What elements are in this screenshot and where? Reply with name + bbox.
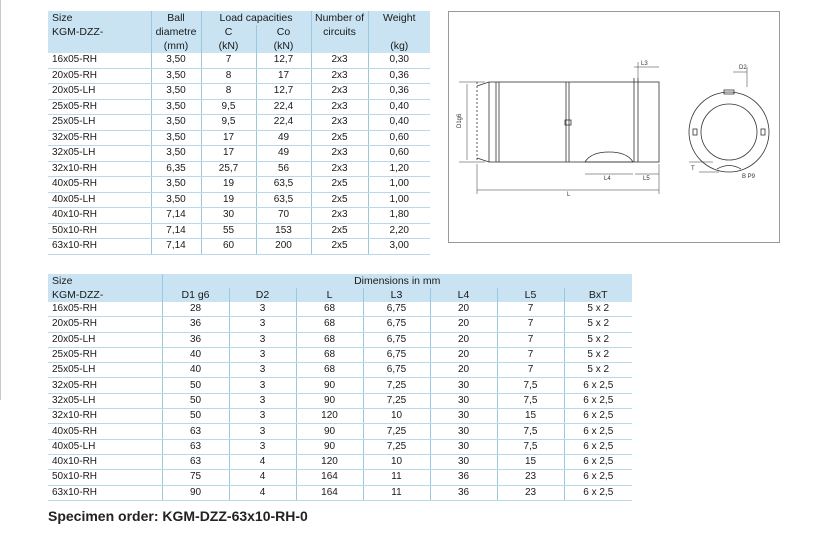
table-header-row bbox=[48, 11, 430, 25]
table-cell: 22,4 bbox=[256, 99, 311, 115]
table-header-row bbox=[48, 274, 632, 288]
table-cell: 17 bbox=[201, 130, 256, 146]
table-cell: 1,00 bbox=[368, 177, 430, 193]
table-cell: 9,5 bbox=[201, 99, 256, 115]
table-cell: 32x10-RH bbox=[48, 161, 151, 177]
table-cell: 2,20 bbox=[368, 223, 430, 239]
label-d1: D1g6 bbox=[457, 113, 463, 128]
table-cell: 75 bbox=[162, 470, 229, 485]
table-cell: 3,50 bbox=[151, 68, 201, 84]
table-row bbox=[48, 424, 632, 439]
table-cell: 30 bbox=[201, 208, 256, 224]
table-cell: 25x05-RH bbox=[48, 347, 162, 362]
table-cell: 25,7 bbox=[201, 161, 256, 177]
table-row bbox=[48, 115, 430, 131]
table-cell: 11 bbox=[363, 470, 430, 485]
table-cell: 40x05-LH bbox=[48, 439, 162, 454]
table-row bbox=[48, 192, 430, 208]
table-cell: 15 bbox=[497, 454, 564, 469]
d1-header: D1 g6 bbox=[162, 288, 229, 302]
table-cell: 6 x 2,5 bbox=[564, 424, 632, 439]
table-cell: 3,50 bbox=[151, 115, 201, 131]
table-row bbox=[48, 223, 430, 239]
weight-header: Weight bbox=[368, 11, 430, 25]
table-cell: 8 bbox=[201, 84, 256, 100]
table-cell: 20 bbox=[430, 302, 497, 317]
table-cell: 2x5 bbox=[311, 239, 368, 255]
table-row bbox=[48, 146, 430, 162]
table-cell: 63x10-RH bbox=[48, 239, 151, 255]
table-cell: 25x05-RH bbox=[48, 99, 151, 115]
table-row bbox=[48, 302, 632, 317]
table-cell: 7 bbox=[497, 363, 564, 378]
table-cell: 40x10-RH bbox=[48, 454, 162, 469]
table-cell: 63,5 bbox=[256, 177, 311, 193]
table-cell: 15 bbox=[497, 409, 564, 424]
table-cell: 63 bbox=[162, 454, 229, 469]
table-cell: 6,75 bbox=[363, 332, 430, 347]
table-cell: 32x10-RH bbox=[48, 409, 162, 424]
l3-header: L3 bbox=[363, 288, 430, 302]
table-cell: 3 bbox=[229, 424, 296, 439]
table-cell: 7,25 bbox=[363, 424, 430, 439]
table-cell: 3 bbox=[229, 347, 296, 362]
table-cell: 20 bbox=[430, 332, 497, 347]
table-cell: 3,50 bbox=[151, 146, 201, 162]
table-row bbox=[48, 130, 430, 146]
table-cell: 7,5 bbox=[497, 424, 564, 439]
table-cell: 6,35 bbox=[151, 161, 201, 177]
table-cell: 40x05-RH bbox=[48, 424, 162, 439]
size-header: Size bbox=[52, 12, 73, 24]
table-cell: 30 bbox=[430, 393, 497, 408]
table-cell: 20x05-RH bbox=[48, 317, 162, 332]
table-cell: 6 x 2,5 bbox=[564, 439, 632, 454]
load-capacities-header: Load capacities bbox=[201, 11, 311, 25]
c-header: C bbox=[201, 25, 256, 39]
table-cell: 5 x 2 bbox=[564, 347, 632, 362]
table-cell: 3,50 bbox=[151, 192, 201, 208]
table-cell: 6 x 2,5 bbox=[564, 470, 632, 485]
table-cell: 3 bbox=[229, 332, 296, 347]
table-cell: 19 bbox=[201, 177, 256, 193]
table-row bbox=[48, 347, 632, 362]
table-cell: 200 bbox=[256, 239, 311, 255]
table-cell: 0,30 bbox=[368, 53, 430, 68]
table-cell: 68 bbox=[296, 332, 363, 347]
table-cell: 3 bbox=[229, 439, 296, 454]
table-cell: 49 bbox=[256, 146, 311, 162]
table-row bbox=[48, 161, 430, 177]
dimensions-header: Dimensions in mm bbox=[162, 274, 632, 288]
table-cell: 40 bbox=[162, 363, 229, 378]
d2-header: D2 bbox=[229, 288, 296, 302]
table-cell: 0,36 bbox=[368, 84, 430, 100]
table-cell: 32x05-LH bbox=[48, 146, 151, 162]
table-cell: 90 bbox=[162, 485, 229, 500]
table-cell: 90 bbox=[296, 378, 363, 393]
table-cell: 19 bbox=[201, 192, 256, 208]
table-cell: 16x05-RH bbox=[48, 302, 162, 317]
table-cell: 7,14 bbox=[151, 223, 201, 239]
label-l3: L3 bbox=[641, 61, 648, 67]
label-l5: L5 bbox=[643, 176, 650, 182]
table-cell: 1,00 bbox=[368, 192, 430, 208]
dimensions-table bbox=[48, 274, 632, 501]
table-cell: 7,14 bbox=[151, 208, 201, 224]
table-cell: 2x3 bbox=[311, 84, 368, 100]
table-row bbox=[48, 332, 632, 347]
table-cell: 40x10-RH bbox=[48, 208, 151, 224]
table-cell: 6,75 bbox=[363, 347, 430, 362]
circuits-header: Number of bbox=[311, 11, 368, 25]
table-cell: 68 bbox=[296, 363, 363, 378]
table-row bbox=[48, 363, 632, 378]
table-cell: 6 x 2,5 bbox=[564, 485, 632, 500]
table-row bbox=[48, 485, 632, 500]
table-cell: 5 x 2 bbox=[564, 332, 632, 347]
table-cell: 40x05-LH bbox=[48, 192, 151, 208]
nut-body-outline bbox=[489, 82, 659, 162]
table-header-row bbox=[48, 25, 430, 39]
table-cell: 7 bbox=[497, 332, 564, 347]
table-cell: 36 bbox=[162, 332, 229, 347]
table-cell: 25x05-LH bbox=[48, 115, 151, 131]
load-capacity-table bbox=[48, 11, 430, 255]
label-b: B P9 bbox=[742, 174, 756, 180]
table-cell: 17 bbox=[256, 68, 311, 84]
l-header: L bbox=[296, 288, 363, 302]
table-cell: 2x5 bbox=[311, 130, 368, 146]
table-cell: 90 bbox=[296, 424, 363, 439]
table-cell: 3 bbox=[229, 409, 296, 424]
table-cell: 5 x 2 bbox=[564, 363, 632, 378]
table-cell: 2x3 bbox=[311, 208, 368, 224]
table-cell: 50 bbox=[162, 378, 229, 393]
table-cell: 7 bbox=[497, 302, 564, 317]
table-row bbox=[48, 239, 430, 255]
label-d2: D2 bbox=[739, 65, 747, 71]
table-cell: 3 bbox=[229, 378, 296, 393]
table-cell: 2x3 bbox=[311, 53, 368, 68]
table-cell: 36 bbox=[430, 470, 497, 485]
table-cell: 40x05-RH bbox=[48, 177, 151, 193]
table-row bbox=[48, 53, 430, 68]
table-row bbox=[48, 439, 632, 454]
table-cell: 20 bbox=[430, 363, 497, 378]
table-cell: 6 x 2,5 bbox=[564, 378, 632, 393]
table-cell: 63,5 bbox=[256, 192, 311, 208]
table-cell: 7,14 bbox=[151, 239, 201, 255]
table-cell: 20x05-LH bbox=[48, 84, 151, 100]
table-cell: 2x3 bbox=[311, 146, 368, 162]
key-slot bbox=[585, 152, 633, 162]
circuits-header-sub: circuits bbox=[311, 25, 368, 39]
table-cell: 7,5 bbox=[497, 378, 564, 393]
table-cell: 68 bbox=[296, 317, 363, 332]
table-cell: 153 bbox=[256, 223, 311, 239]
table-cell: 50 bbox=[162, 393, 229, 408]
table-cell: 60 bbox=[201, 239, 256, 255]
table-header-row bbox=[48, 39, 430, 53]
table-cell: 12,7 bbox=[256, 53, 311, 68]
table-cell: 10 bbox=[363, 409, 430, 424]
table-cell: 5 x 2 bbox=[564, 302, 632, 317]
table-row bbox=[48, 99, 430, 115]
end-view-inner bbox=[701, 104, 757, 160]
table-cell: 22,4 bbox=[256, 115, 311, 131]
left-margin-line bbox=[0, 0, 1, 400]
table-row bbox=[48, 470, 632, 485]
table-cell: 2x5 bbox=[311, 177, 368, 193]
label-l: L bbox=[567, 192, 571, 198]
size-header-sub: KGM-DZZ- bbox=[52, 289, 104, 301]
table-cell: 6,75 bbox=[363, 363, 430, 378]
table-cell: 3 bbox=[229, 393, 296, 408]
table-row bbox=[48, 393, 632, 408]
table-cell: 90 bbox=[296, 439, 363, 454]
table-row bbox=[48, 409, 632, 424]
table-cell: 3,50 bbox=[151, 177, 201, 193]
table-cell: 0,40 bbox=[368, 99, 430, 115]
table-cell: 56 bbox=[256, 161, 311, 177]
specimen-order: Specimen order: KGM-DZZ-63x10-RH-0 bbox=[48, 508, 308, 524]
table-cell: 32x05-RH bbox=[48, 378, 162, 393]
table-row bbox=[48, 378, 632, 393]
table-cell: 0,36 bbox=[368, 68, 430, 84]
table-cell: 2x5 bbox=[311, 223, 368, 239]
table-cell: 3,00 bbox=[368, 239, 430, 255]
table-cell: 9,5 bbox=[201, 115, 256, 131]
table-cell: 3,50 bbox=[151, 99, 201, 115]
table-cell: 30 bbox=[430, 378, 497, 393]
label-l4: L4 bbox=[604, 176, 611, 182]
table-cell: 90 bbox=[296, 393, 363, 408]
table-cell: 70 bbox=[256, 208, 311, 224]
table-cell: 12,7 bbox=[256, 84, 311, 100]
table-cell: 3 bbox=[229, 317, 296, 332]
table-cell: 0,60 bbox=[368, 146, 430, 162]
table-cell: 10 bbox=[363, 454, 430, 469]
table-cell: 23 bbox=[497, 470, 564, 485]
table-cell: 0,60 bbox=[368, 130, 430, 146]
table-cell: 6,75 bbox=[363, 302, 430, 317]
table-cell: 3,50 bbox=[151, 84, 201, 100]
table-row bbox=[48, 84, 430, 100]
table-cell: 49 bbox=[256, 130, 311, 146]
table-row bbox=[48, 177, 430, 193]
ball-header-unit: (mm) bbox=[151, 39, 201, 53]
table-row bbox=[48, 317, 632, 332]
table-cell: 7 bbox=[497, 347, 564, 362]
co-header: Co bbox=[256, 25, 311, 39]
table-cell: 3,50 bbox=[151, 130, 201, 146]
size-header: Size bbox=[52, 275, 73, 287]
co-header-unit: (kN) bbox=[256, 39, 311, 53]
technical-drawing bbox=[448, 11, 780, 243]
label-t: T bbox=[691, 166, 695, 172]
table-cell: 68 bbox=[296, 347, 363, 362]
table-cell: 4 bbox=[229, 485, 296, 500]
table-cell: 28 bbox=[162, 302, 229, 317]
ball-header: Ball bbox=[151, 11, 201, 25]
table-cell: 20 bbox=[430, 317, 497, 332]
table-cell: 50 bbox=[162, 409, 229, 424]
table-cell: 8 bbox=[201, 68, 256, 84]
l4-header: L4 bbox=[430, 288, 497, 302]
table-cell: 7 bbox=[201, 53, 256, 68]
table-cell: 164 bbox=[296, 470, 363, 485]
table-cell: 6,75 bbox=[363, 317, 430, 332]
dimensions-body bbox=[48, 302, 632, 500]
table-cell: 3 bbox=[229, 302, 296, 317]
table-cell: 7,5 bbox=[497, 439, 564, 454]
table-cell: 30 bbox=[430, 439, 497, 454]
table-cell: 11 bbox=[363, 485, 430, 500]
table-cell: 2x3 bbox=[311, 68, 368, 84]
drawing-svg bbox=[449, 12, 779, 242]
table-row bbox=[48, 208, 430, 224]
table-cell: 1,80 bbox=[368, 208, 430, 224]
table-header-row bbox=[48, 288, 632, 302]
l5-header: L5 bbox=[497, 288, 564, 302]
table-cell: 7,5 bbox=[497, 393, 564, 408]
table-cell: 32x05-LH bbox=[48, 393, 162, 408]
table-cell: 40 bbox=[162, 347, 229, 362]
bxt-header: BxT bbox=[564, 288, 632, 302]
table-cell: 68 bbox=[296, 302, 363, 317]
table-cell: 2x3 bbox=[311, 99, 368, 115]
table-cell: 3,50 bbox=[151, 53, 201, 68]
load-capacity-body bbox=[48, 53, 430, 254]
table-cell: 55 bbox=[201, 223, 256, 239]
table-cell: 120 bbox=[296, 409, 363, 424]
table-cell: 50x10-RH bbox=[48, 223, 151, 239]
weight-header-unit: (kg) bbox=[368, 39, 430, 53]
c-header-unit: (kN) bbox=[201, 39, 256, 53]
table-cell: 7 bbox=[497, 317, 564, 332]
table-cell: 63 bbox=[162, 424, 229, 439]
table-row bbox=[48, 454, 632, 469]
table-cell: 5 x 2 bbox=[564, 317, 632, 332]
table-cell: 7,25 bbox=[363, 378, 430, 393]
table-cell: 30 bbox=[430, 454, 497, 469]
table-cell: 164 bbox=[296, 485, 363, 500]
table-cell: 4 bbox=[229, 454, 296, 469]
size-header-blank bbox=[48, 39, 151, 53]
table-cell: 4 bbox=[229, 470, 296, 485]
table-cell: 50x10-RH bbox=[48, 470, 162, 485]
table-cell: 36 bbox=[430, 485, 497, 500]
table-cell: 1,20 bbox=[368, 161, 430, 177]
table-cell: 16x05-RH bbox=[48, 53, 151, 68]
table-cell: 63x10-RH bbox=[48, 485, 162, 500]
table-cell: 6 x 2,5 bbox=[564, 409, 632, 424]
table-cell: 7,25 bbox=[363, 439, 430, 454]
table-cell: 30 bbox=[430, 424, 497, 439]
circuits-header-blank bbox=[311, 39, 368, 53]
table-cell: 3 bbox=[229, 363, 296, 378]
table-row bbox=[48, 68, 430, 84]
table-cell: 36 bbox=[162, 317, 229, 332]
weight-header-blank bbox=[368, 25, 430, 39]
table-cell: 120 bbox=[296, 454, 363, 469]
table-cell: 20x05-RH bbox=[48, 68, 151, 84]
table-cell: 2x5 bbox=[311, 192, 368, 208]
table-cell: 0,40 bbox=[368, 115, 430, 131]
size-header-sub: KGM-DZZ- bbox=[52, 26, 104, 38]
table-cell: 20x05-LH bbox=[48, 332, 162, 347]
ball-header-sub: diametre bbox=[151, 25, 201, 39]
table-cell: 2x3 bbox=[311, 115, 368, 131]
table-cell: 23 bbox=[497, 485, 564, 500]
table-cell: 20 bbox=[430, 347, 497, 362]
table-cell: 63 bbox=[162, 439, 229, 454]
table-cell: 6 x 2,5 bbox=[564, 393, 632, 408]
table-cell: 6 x 2,5 bbox=[564, 454, 632, 469]
table-cell: 2x3 bbox=[311, 161, 368, 177]
table-cell: 25x05-LH bbox=[48, 363, 162, 378]
table-cell: 17 bbox=[201, 146, 256, 162]
table-cell: 7,25 bbox=[363, 393, 430, 408]
table-cell: 30 bbox=[430, 409, 497, 424]
table-cell: 32x05-RH bbox=[48, 130, 151, 146]
